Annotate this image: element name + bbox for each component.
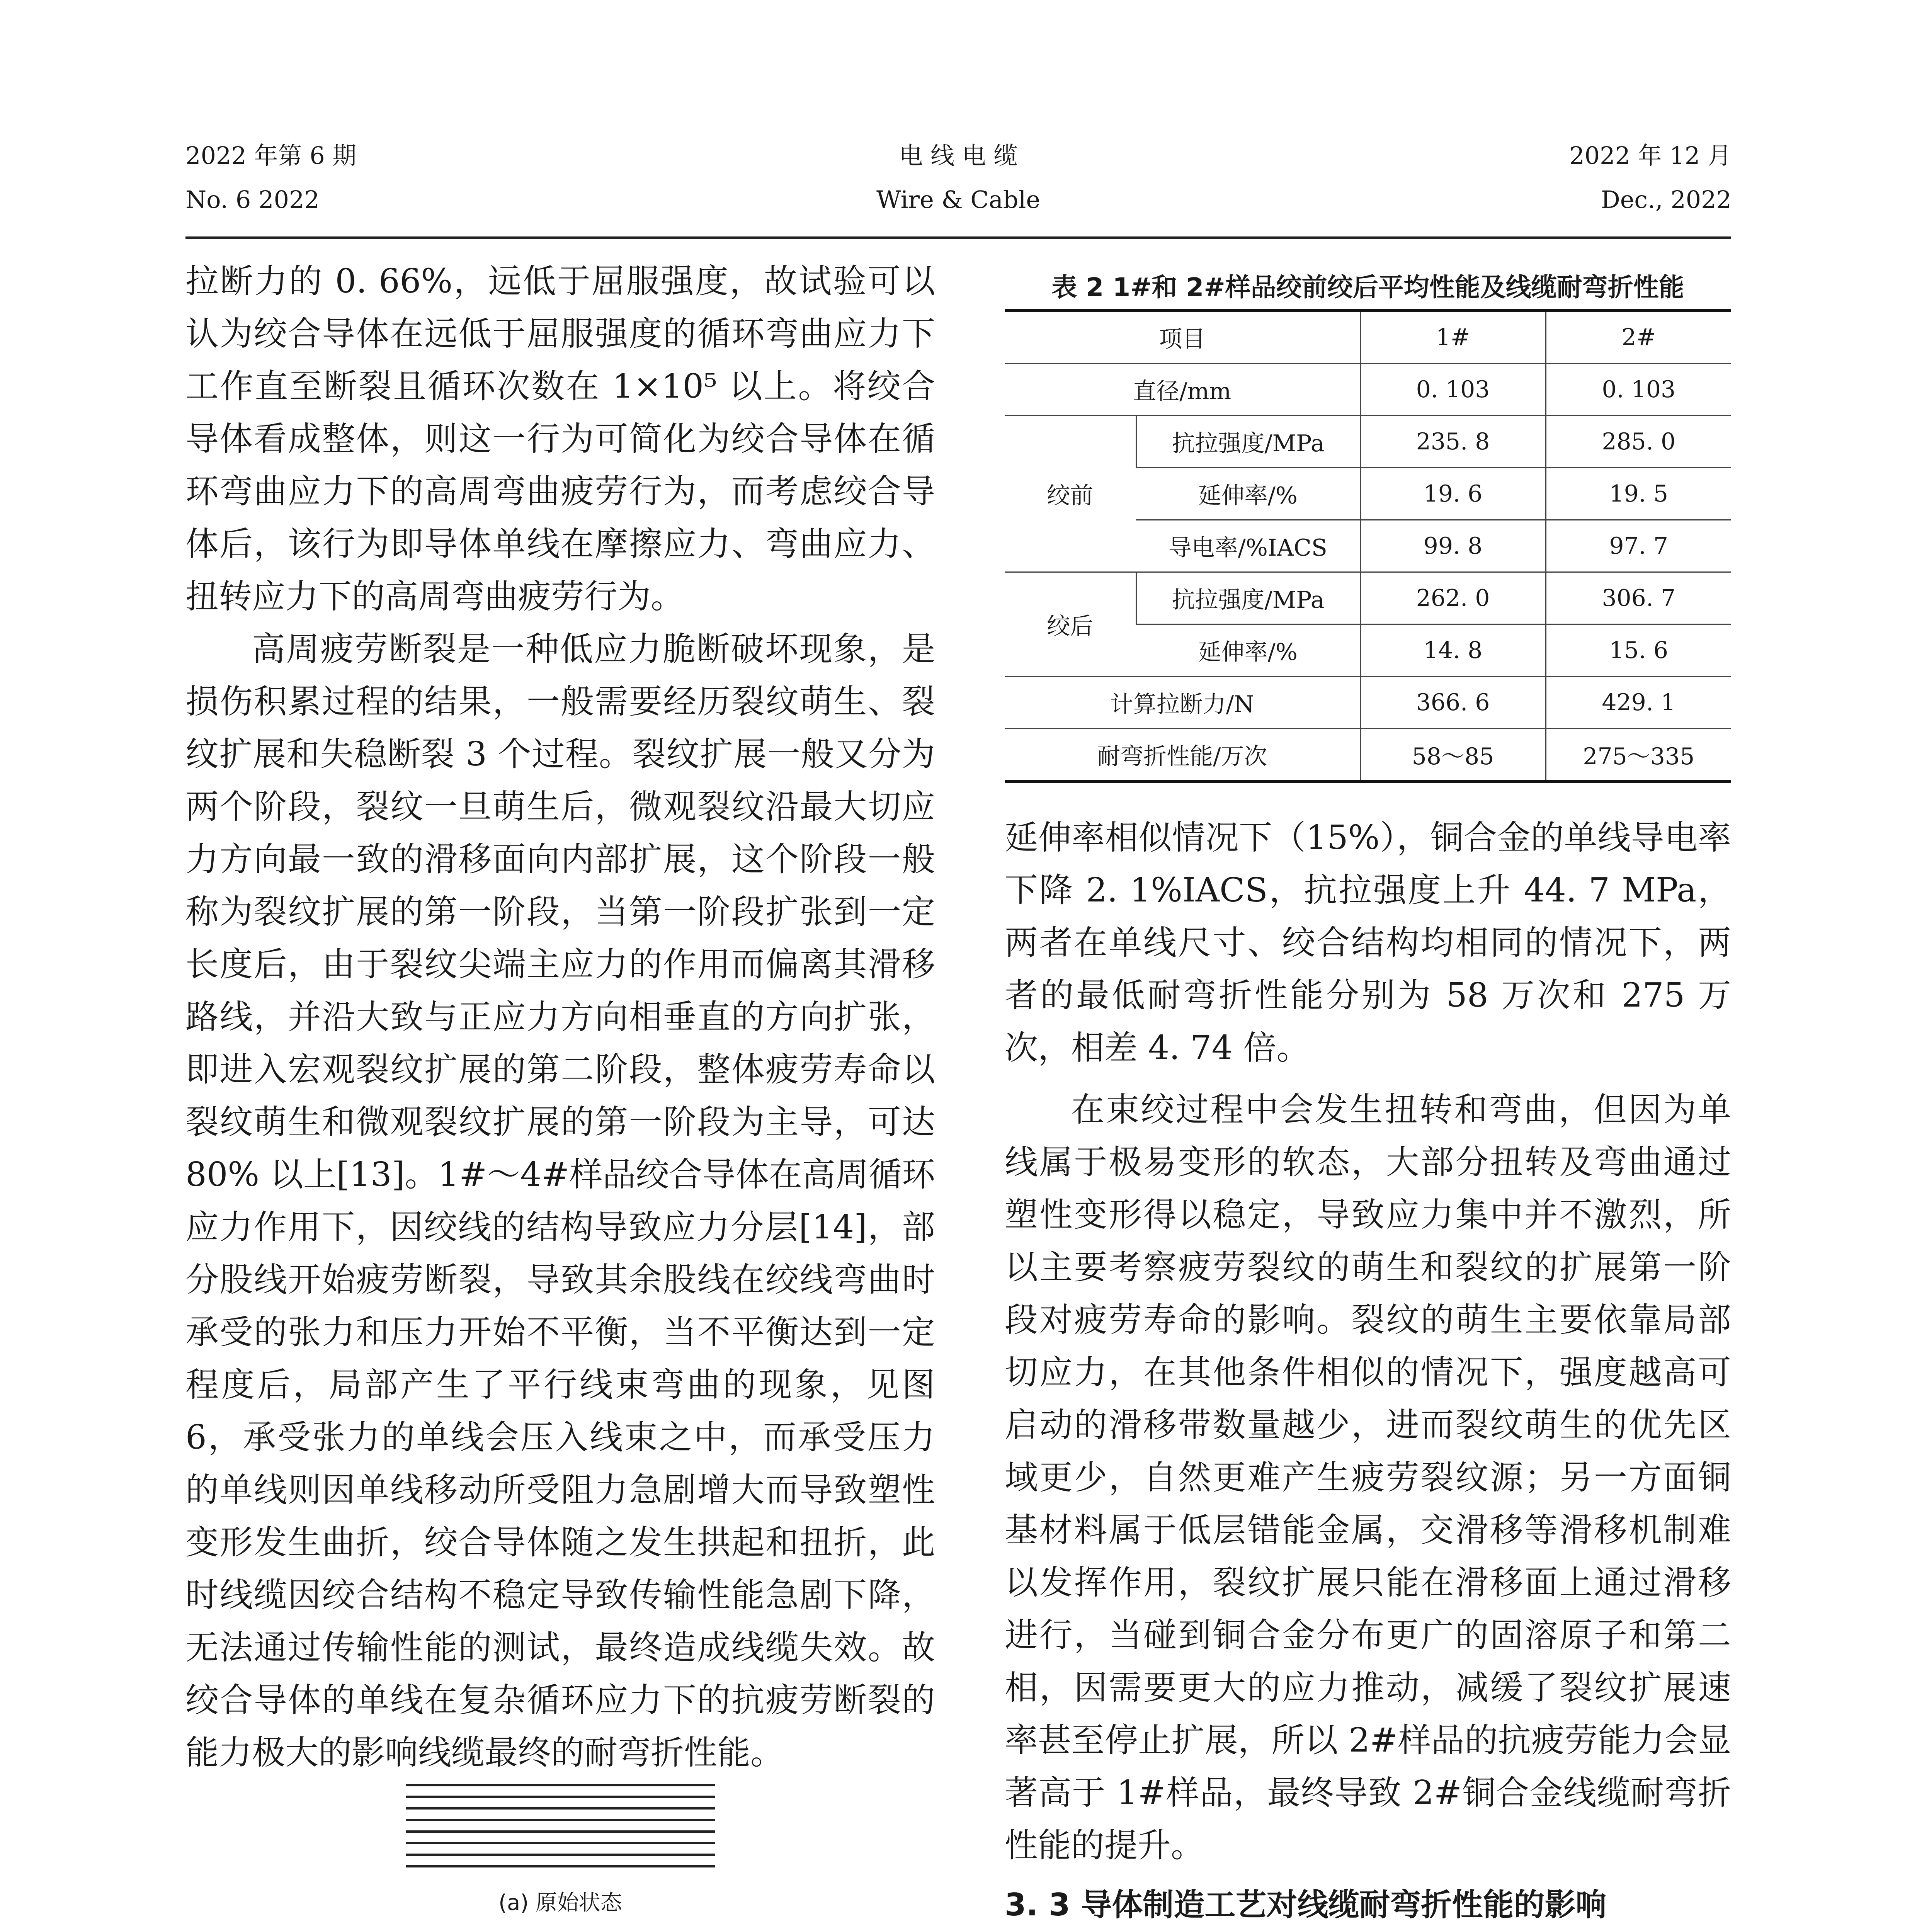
- table-cell: 19. 5: [1546, 468, 1731, 520]
- table-cell: 306. 7: [1546, 572, 1731, 624]
- table-header-cell: 2#: [1546, 311, 1731, 364]
- issue-label: 2022 年第 6 期: [185, 141, 357, 170]
- table-cell: 计算拉断力/N: [1005, 677, 1360, 729]
- table-cell: 275～335: [1546, 729, 1731, 782]
- journal-title: 电 线 电 缆: [899, 141, 1018, 170]
- table-header-cell: 项目: [1159, 326, 1206, 353]
- table-cell: 19. 6: [1360, 468, 1546, 520]
- table-2: [1005, 309, 1731, 783]
- fig-a-parallel-wires: [406, 1785, 715, 1866]
- table-cell: 15. 6: [1546, 624, 1731, 677]
- table-cell: 0. 103: [1546, 364, 1731, 416]
- table-cell: 抗拉强度/MPa: [1136, 572, 1360, 624]
- issue-label-en: No. 6 2022: [185, 185, 320, 214]
- table-group-cell: 绞后: [1005, 572, 1136, 677]
- issue-date-en: Dec., 2022: [1601, 185, 1732, 214]
- table-cell: 99. 8: [1360, 520, 1546, 572]
- table-2-caption: 表 2 1#和 2#样品绞前绞后平均性能及线缆耐弯折性能: [1051, 272, 1684, 302]
- journal-title-en: Wire & Cable: [876, 185, 1041, 214]
- table-cell: 285. 0: [1546, 416, 1731, 468]
- table-cell: 延伸率/%: [1136, 624, 1360, 677]
- issue-date: 2022 年 12 月: [1569, 141, 1732, 170]
- header-rule: [185, 236, 1731, 239]
- table-cell: 58～85: [1360, 729, 1546, 782]
- table-cell: 235. 8: [1360, 416, 1546, 468]
- table-row: [1005, 311, 1731, 364]
- left-paragraph-1: 拉断力的 0. 66%，远低于屈服强度，故试验可以认为绞合导体在远低于屈服强度的循环弯曲应力下工作直至断裂且循环次数在 1×10⁵ 以上。将绞合导体看成整体，则这一行为可简化为绞合导体在循环弯曲应力下的高周弯曲疲劳行为，而考虑绞合导体后，该行为即导体单线在摩擦应力、弯曲应力、扭转应力下的高周弯曲疲劳行为。: [185, 262, 935, 616]
- table-cell: 429. 1: [1546, 677, 1731, 729]
- table-cell: 抗拉强度/MPa: [1136, 416, 1360, 468]
- right-paragraph-2: 在束绞过程中会发生扭转和弯曲，但因为单线属于极易变形的软态，大部分扭转及弯曲通过塑性变形得以稳定，导致应力集中并不激烈，所以主要考察疲劳裂纹的萌生和裂纹的扩展第一阶段对疲劳寿命的影响。裂纹的萌生主要依靠局部切应力，在其他条件相似的情况下，强度越高可启动的滑移带数量越少，进而裂纹萌生的优先区域更少，自然更难产生疲劳裂纹源；另一方面铜基材料属于低层错能金属，交滑移等滑移机制难以发挥作用，裂纹扩展只能在滑移面上通过滑移进行，当碰到铜合金分布更广的固溶原子和第二相，因需要更大的应力推动，减缓了裂纹扩展速率甚至停止扩展，所以 2#样品的抗疲劳能力会显著高于 1#样品，最终导致 2#铜合金线缆耐弯折性能的提升。: [1005, 1090, 1731, 1865]
- table-cell: 0. 103: [1360, 364, 1546, 416]
- table-cell: 耐弯折性能/万次: [1005, 729, 1360, 782]
- fig-a-caption: (a) 原始状态: [498, 1890, 622, 1915]
- table-row: [1005, 677, 1731, 729]
- right-paragraph-1: 延伸率相似情况下（15%），铜合金的单线导电率下降 2. 1%IACS，抗拉强度上升 44. 7 MPa，两者在单线尺寸、绞合结构均相同的情况下，两者的最低耐弯折性能分别为 58 万次和 275 万次，相差 4. 74 倍。: [1005, 818, 1731, 1067]
- table-cell: 14. 8: [1360, 624, 1546, 677]
- right-column-text: [1005, 811, 1731, 1932]
- table-cell: 262. 0: [1360, 572, 1546, 624]
- table-row: [1005, 364, 1731, 416]
- table-group-cell: 绞前: [1005, 416, 1136, 572]
- table-cell: 366. 6: [1360, 677, 1546, 729]
- section-3-3-heading: 3. 3 导体制造工艺对线缆耐弯折性能的影响: [1005, 1887, 1607, 1923]
- table-cell: 导电率/%IACS: [1136, 520, 1360, 572]
- table-cell: 延伸率/%: [1136, 468, 1360, 520]
- table-row: [1005, 416, 1731, 468]
- left-column-text: [185, 255, 935, 1779]
- table-cell: 97. 7: [1546, 520, 1731, 572]
- left-paragraph-2: 高周疲劳断裂是一种低应力脆断破坏现象，是损伤积累过程的结果，一般需要经历裂纹萌生、裂纹扩展和失稳断裂 3 个过程。裂纹扩展一般又分为两个阶段，裂纹一旦萌生后，微观裂纹沿最大切应力方向最一致的滑移面向内部扩展，这个阶段一般称为裂纹扩展的第一阶段，当第一阶段扩张到一定长度后，由于裂纹尖端主应力的作用而偏离其滑移路线，并沿大致与正应力方向相垂直的方向扩张，即进入宏观裂纹扩展的第二阶段，整体疲劳寿命以裂纹萌生和微观裂纹扩展的第一阶段为主导，可达 80% 以上[13]。1#～4#样品绞合导体在高周循环应力作用下，因绞线的结构导致应力分层[14]，部分股线开始疲劳断裂，导致其余股线在绞线弯曲时承受的张力和压力开始不平衡，当不平衡达到一定程度后，局部产生了平行线束弯曲的现象，见图 6，承受张力的单线会压入线束之中，而承受压力的单线则因单线移动所受阻力急剧增大而导致塑性变形发生曲折，绞合导体随之发生拱起和扭折，此时线缆因绞合结构不稳定导致传输性能急剧下降，无法通过传输性能的测试，最终造成线缆失效。故绞合导体的单线在复杂循环应力下的抗疲劳断裂的能力极大的影响线缆最终的耐弯折性能。: [185, 630, 935, 1772]
- table-cell: 直径/mm: [1005, 364, 1360, 416]
- table-row: [1005, 729, 1731, 782]
- table-row: [1005, 572, 1731, 624]
- table-header-cell: 1#: [1360, 311, 1546, 364]
